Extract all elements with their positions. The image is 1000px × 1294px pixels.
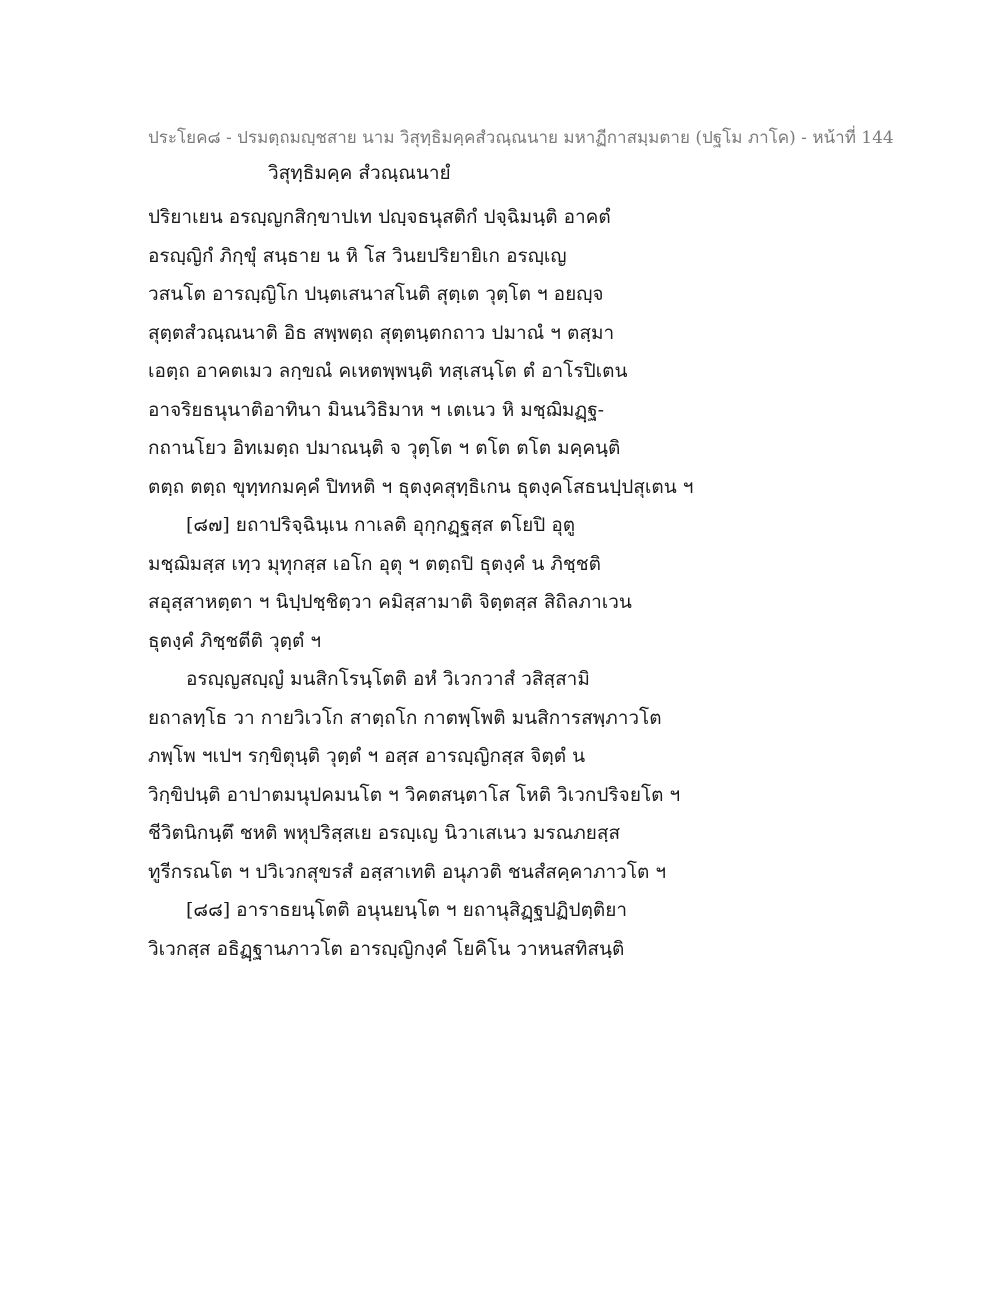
section-title: วิสุทฺธิมคฺค สํวณฺณนายํ <box>268 162 451 184</box>
text-line: ยถาลทฺโธ วา กายวิเวโก สาตฺถโก กาตพฺโพติ มนสิการสพฺภาวโต <box>148 706 662 729</box>
text-line: วิเวกสฺส อธิฏฺฐานภาวโต อารญฺญิกงฺคํ โยคิโน วาหนสทิสนฺติ <box>148 937 625 960</box>
text-line: วสนโต อารญฺญิโก ปนฺตเสนาสโนติ สุตฺเต วุตฺโต ฯ อยญฺจ <box>148 283 604 305</box>
text-line: อรญฺญิกํ ภิกฺขุํ สนฺธาย น หิ โส วินยปริยายิเก อรญฺเญ <box>148 244 567 267</box>
text-line: อาจริยธนุนาติอาทินา มินนวิธิมาห ฯ เตเนว หิ มชฺฌิมฏฺฐ- <box>148 398 605 421</box>
text-line: มชฺฌิมสฺส เทฺว มุทุกสฺส เอโก อุตุ ฯ ตตฺถปิ ธุตงฺคํ น ภิชฺชติ <box>148 552 602 575</box>
text-line: สุตฺตสํวณฺณนาติ อิธ สพฺพตฺถ สุตฺตนฺตกถาว ปมาณํ ฯ ตสฺมา <box>148 321 615 344</box>
page-header: ประโยค๘ - ปรมตฺถมญฺชสาย นาม วิสุทฺธิมคฺคสํวณฺณนาย มหาฏีกาสมฺมตาย (ปฐโม ภาโค) - หน้าที่ 144 <box>148 128 894 148</box>
paragraph-start-line: [๘๘] อาราธยนฺโตติ อนุนยนฺโต ฯ ยถานุสิฏฺฐปฏิปตฺติยา <box>186 899 628 921</box>
text-line: ชีวิตนิกนฺตึ ชหติ พหุปริสฺสเย อรญฺเญ นิวาเสเนว มรณภยสฺส <box>148 822 621 844</box>
text-line: ทูรีกรณโต ฯ ปวิเวกสุขรสํ อสฺสาเทติ อนุภวติ ชนสํสคฺคาภาวโต ฯ <box>148 860 667 883</box>
text-line: เอตฺถ อาคตเมว ลกฺขณํ คเหตพฺพนฺติ ทสฺเสนฺโต ตํ อาโรปิเตน <box>148 360 628 382</box>
text-line: ปริยาเยน อรญฺญกสิกฺขาปเท ปญฺจธนุสติกํ ปจฺฉิมนฺติ อาคตํ <box>148 206 611 228</box>
paragraph-start-line: อรญฺญสญฺญํ มนสิกโรนฺโตติ อหํ วิเวกวาสํ วสิสฺสามิ <box>186 668 590 690</box>
body-text <box>148 198 868 968</box>
text-line: ธุตงฺคํ ภิชฺชตีติ วุตฺตํ ฯ <box>148 629 322 652</box>
text-line: กถานโยว อิทเมตฺถ ปมาณนฺติ จ วุตฺโต ฯ ตโต ตโต มคฺคนฺติ <box>148 437 621 459</box>
paragraph-start-line: [๘๗] ยถาปริจฺฉินฺเน กาเลติ อุกฺกฏฺฐสฺส ตโยปิ อุตู <box>186 514 576 536</box>
text-line: วิกฺขิปนฺติ อาปาตมนุปคมนโต ฯ วิคตสนฺตาโส โหติ วิเวกปริจยโต ฯ <box>148 783 681 806</box>
text-line: ตตฺถ ตตฺถ ขุทฺทกมคฺคํ ปิทหติ ฯ ธุตงฺคสุทฺธิเกน ธุตงฺคโสธนปฺปสุเตน ฯ <box>148 475 694 498</box>
text-line: สอุสฺสาหตฺตา ฯ นิปฺปชฺชิตฺวา คมิสฺสามาติ จิตฺตสฺส สิถิลภาเวน <box>148 591 632 613</box>
text-line: ภพฺโพ ฯเปฯ รกฺขิตุนฺติ วุตฺตํ ฯ อสฺส อารญฺญิกสฺส จิตฺตํ น <box>148 745 586 767</box>
